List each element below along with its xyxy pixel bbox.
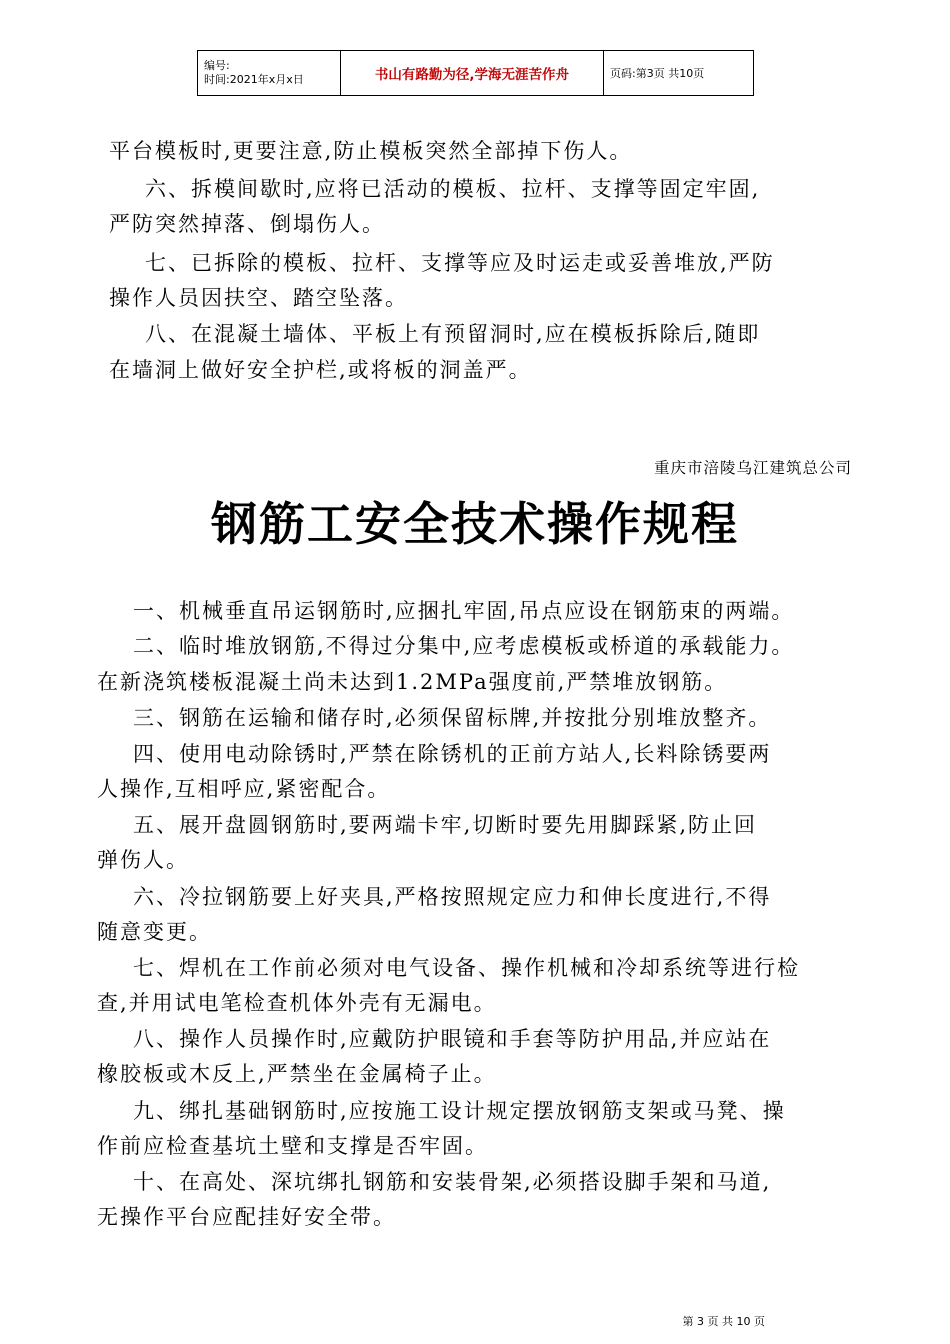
rule-line: 四、使用电动除锈时,严禁在除锈机的正前方站人,长料除锈要两 — [133, 742, 772, 766]
company-name: 重庆市涪陵乌江建筑总公司 — [653, 459, 852, 477]
rule-line: 橡胶板或木反上,严禁坐在金属椅子止。 — [97, 1062, 497, 1086]
rule-line: 三、钢筋在运输和储存时,必须保留标牌,并按批分别堆放整齐。 — [133, 706, 772, 730]
rule-line: 六、冷拉钢筋要上好夹具,严格按照规定应力和伸长度进行,不得 — [133, 885, 772, 909]
rule-line: 查,并用试电笔检查机体外壳有无漏电。 — [97, 991, 497, 1015]
rule-line: 无操作平台应配挂好安全带。 — [97, 1205, 396, 1229]
document-time: 时间:2021年x月x日 — [204, 73, 304, 86]
document-number: 编号: — [204, 59, 230, 72]
page-title: 钢筋工安全技术操作规程 — [211, 497, 739, 551]
body-line: 在墙洞上做好安全护栏,或将板的洞盖严。 — [109, 358, 532, 382]
body-line: 严防突然掉落、倒塌伤人。 — [109, 212, 385, 236]
body-line: 六、拆模间歇时,应将已活动的模板、拉杆、支撑等固定牢固, — [145, 177, 761, 201]
header-motto: 书山有路勤为径,学海无涯苦作舟 — [341, 51, 604, 96]
rule-line: 人操作,互相呼应,紧密配合。 — [97, 777, 391, 801]
rule-line: 随意变更。 — [97, 920, 212, 944]
page-footer: 第 3 页 共 10 页 — [682, 1315, 765, 1328]
header-info-cell — [198, 51, 341, 96]
body-line: 操作人员因扶空、踏空坠落。 — [109, 286, 408, 310]
body-line: 七、已拆除的模板、拉杆、支撑等应及时运走或妥善堆放,严防 — [145, 251, 775, 275]
header-page-number: 页码:第3页 共10页 — [604, 51, 754, 96]
rule-line: 二、临时堆放钢筋,不得过分集中,应考虑模板或桥道的承载能力。 — [133, 634, 795, 658]
rule-line: 作前应检查基坑土壁和支撑是否牢固。 — [97, 1134, 488, 1158]
rule-line: 八、操作人员操作时,应戴防护眼镜和手套等防护用品,并应站在 — [133, 1027, 772, 1051]
rule-line: 在新浇筑楼板混凝土尚未达到1.2MPa强度前,严禁堆放钢筋。 — [97, 670, 728, 694]
rule-line: 一、机械垂直吊运钢筋时,应捆扎牢固,吊点应设在钢筋束的两端。 — [133, 599, 795, 623]
body-line: 平台模板时,更要注意,防止模板突然全部掉下伤人。 — [109, 139, 633, 163]
rule-line: 十、在高处、深坑绑扎钢筋和安装骨架,必须搭设脚手架和马道, — [133, 1170, 772, 1194]
rule-line: 九、绑扎基础钢筋时,应按施工设计规定摆放钢筋支架或马凳、操 — [133, 1099, 786, 1123]
body-line: 八、在混凝土墙体、平板上有预留洞时,应在模板拆除后,随即 — [145, 322, 761, 346]
rule-line: 七、焊机在工作前必须对电气设备、操作机械和冷却系统等进行检 — [133, 956, 800, 980]
header-table — [197, 50, 754, 96]
rule-line: 弹伤人。 — [97, 848, 189, 872]
rule-line: 五、展开盘圆钢筋时,要两端卡牢,切断时要先用脚踩紧,防止回 — [133, 813, 758, 837]
